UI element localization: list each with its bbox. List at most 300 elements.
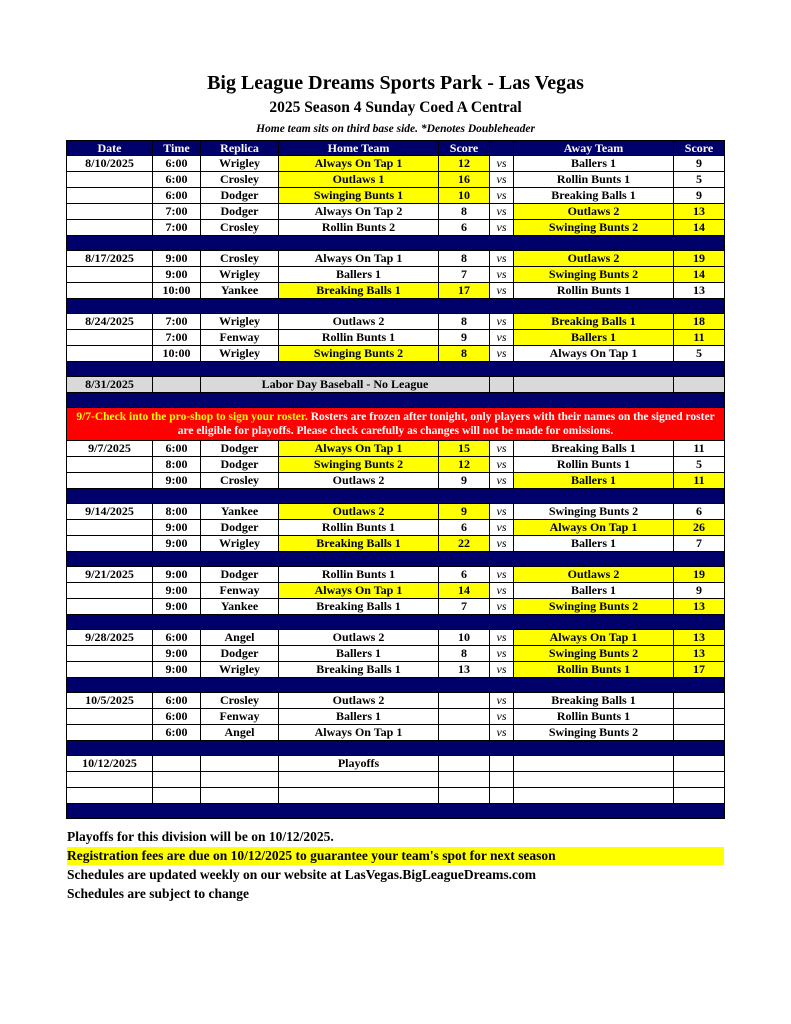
home-team-cell: Outlaws 2 [279, 693, 439, 709]
home-team-cell: Outlaws 2 [279, 504, 439, 520]
home-score-cell [439, 772, 490, 788]
vs-cell: vs [490, 662, 514, 678]
game-row [67, 314, 725, 330]
home-score-cell: 6 [439, 520, 490, 536]
vs-cell: vs [490, 346, 514, 362]
col-header-away-score: Score [674, 141, 725, 156]
week-separator-row [67, 552, 725, 567]
time-cell: 9:00 [153, 473, 201, 489]
replica-cell: Crosley [201, 172, 279, 188]
game-row [67, 630, 725, 646]
game-row [67, 504, 725, 520]
away-team-cell: Always On Tap 1 [514, 346, 674, 362]
home-team-cell: Rollin Bunts 1 [279, 520, 439, 536]
holiday-row [67, 377, 725, 393]
home-score-cell [439, 788, 490, 804]
home-score-cell: 12 [439, 457, 490, 473]
replica-cell: Wrigley [201, 346, 279, 362]
time-cell [153, 377, 201, 393]
col-header-vs [490, 141, 514, 156]
replica-cell: Dodger [201, 520, 279, 536]
away-team-cell: Outlaws 2 [514, 567, 674, 583]
game-row [67, 583, 725, 599]
col-header-time: Time [153, 141, 201, 156]
replica-cell: Dodger [201, 441, 279, 457]
away-score-cell [674, 693, 725, 709]
away-team-cell: Breaking Balls 1 [514, 693, 674, 709]
away-team-cell: Outlaws 2 [514, 251, 674, 267]
home-team-cell: Swinging Bunts 2 [279, 457, 439, 473]
away-score-cell [674, 709, 725, 725]
home-score-cell: 10 [439, 630, 490, 646]
vs-cell: vs [490, 172, 514, 188]
away-team-cell: Swinging Bunts 2 [514, 267, 674, 283]
vs-cell: vs [490, 283, 514, 299]
week-separator-row [67, 804, 725, 819]
vs-cell: vs [490, 599, 514, 615]
game-row [67, 662, 725, 678]
vs-cell [490, 788, 514, 804]
date-cell: 8/24/2025 [67, 314, 153, 330]
date-cell [67, 662, 153, 678]
time-cell: 6:00 [153, 693, 201, 709]
footer-playoffs: Playoffs for this division will be on 10/12/2025. [67, 829, 334, 844]
date-cell [67, 283, 153, 299]
game-row [67, 188, 725, 204]
home-score-cell: 12 [439, 156, 490, 172]
date-cell [67, 267, 153, 283]
vs-cell [490, 377, 514, 393]
away-team-cell: Rollin Bunts 1 [514, 172, 674, 188]
replica-cell: Angel [201, 630, 279, 646]
away-score-cell: 7 [674, 536, 725, 552]
away-team-cell: Swinging Bunts 2 [514, 646, 674, 662]
away-team-cell [514, 788, 674, 804]
replica-cell: Crosley [201, 220, 279, 236]
time-cell: 6:00 [153, 709, 201, 725]
time-cell: 6:00 [153, 725, 201, 741]
home-score-cell: 17 [439, 283, 490, 299]
away-score-cell: 18 [674, 314, 725, 330]
away-team-cell: Ballers 1 [514, 536, 674, 552]
vs-cell: vs [490, 583, 514, 599]
game-row [67, 599, 725, 615]
away-team-cell: Swinging Bunts 2 [514, 220, 674, 236]
separator-cell [67, 804, 725, 819]
away-team-cell [514, 377, 674, 393]
replica-cell [201, 772, 279, 788]
away-team-cell: Ballers 1 [514, 330, 674, 346]
date-cell [67, 583, 153, 599]
time-cell: 8:00 [153, 457, 201, 473]
date-cell: 9/28/2025 [67, 630, 153, 646]
away-team-cell: Swinging Bunts 2 [514, 504, 674, 520]
away-team-cell: Swinging Bunts 2 [514, 725, 674, 741]
replica-cell: Dodger [201, 188, 279, 204]
replica-cell: Yankee [201, 283, 279, 299]
game-row [67, 172, 725, 188]
game-row [67, 646, 725, 662]
vs-cell [490, 756, 514, 772]
col-header-away-team: Away Team [514, 141, 674, 156]
time-cell [153, 772, 201, 788]
vs-cell: vs [490, 267, 514, 283]
home-score-cell: 6 [439, 567, 490, 583]
home-team-cell: Breaking Balls 1 [279, 599, 439, 615]
home-team-cell: Always On Tap 1 [279, 251, 439, 267]
home-team-cell: Ballers 1 [279, 646, 439, 662]
date-cell [67, 330, 153, 346]
away-score-cell: 13 [674, 283, 725, 299]
home-score-cell: 10 [439, 188, 490, 204]
game-row [67, 457, 725, 473]
vs-cell: vs [490, 204, 514, 220]
home-team-cell [279, 772, 439, 788]
away-team-cell: Always On Tap 1 [514, 520, 674, 536]
replica-cell: Wrigley [201, 536, 279, 552]
replica-cell: Crosley [201, 251, 279, 267]
vs-cell: vs [490, 725, 514, 741]
time-cell [153, 788, 201, 804]
separator-cell [67, 489, 725, 504]
home-team-cell: Ballers 1 [279, 267, 439, 283]
page-subtitle: 2025 Season 4 Sunday Coed A Central [269, 99, 522, 116]
date-cell [67, 772, 153, 788]
home-score-cell: 9 [439, 504, 490, 520]
time-cell [153, 756, 201, 772]
week-separator-row [67, 299, 725, 314]
home-score-cell: 14 [439, 583, 490, 599]
date-cell [67, 188, 153, 204]
away-team-cell: Rollin Bunts 1 [514, 457, 674, 473]
home-score-cell: 15 [439, 441, 490, 457]
time-cell: 9:00 [153, 251, 201, 267]
date-cell: 8/31/2025 [67, 377, 153, 393]
home-team-cell [279, 788, 439, 804]
away-score-cell: 5 [674, 346, 725, 362]
week-separator-row [67, 741, 725, 756]
away-team-cell: Breaking Balls 1 [514, 314, 674, 330]
away-score-cell: 19 [674, 567, 725, 583]
separator-cell [67, 741, 725, 756]
away-score-cell: 5 [674, 457, 725, 473]
date-cell [67, 457, 153, 473]
home-score-cell: 7 [439, 267, 490, 283]
home-team-cell: Ballers 1 [279, 709, 439, 725]
vs-cell: vs [490, 188, 514, 204]
date-cell [67, 473, 153, 489]
schedule-table [66, 140, 725, 819]
date-cell [67, 536, 153, 552]
home-team-cell: Breaking Balls 1 [279, 662, 439, 678]
game-row [67, 772, 725, 788]
home-team-cell: Rollin Bunts 1 [279, 567, 439, 583]
date-cell [67, 725, 153, 741]
game-row [67, 788, 725, 804]
time-cell: 9:00 [153, 567, 201, 583]
game-row [67, 330, 725, 346]
time-cell: 6:00 [153, 188, 201, 204]
home-score-cell: 8 [439, 204, 490, 220]
page-title: Big League Dreams Sports Park - Las Vegas [207, 72, 584, 94]
vs-cell: vs [490, 441, 514, 457]
home-team-cell: Outlaws 2 [279, 314, 439, 330]
week-separator-row [67, 362, 725, 377]
footer-disclaimer: Schedules are subject to change [67, 886, 249, 901]
away-score-cell [674, 377, 725, 393]
home-score-cell: 9 [439, 330, 490, 346]
notice-text: Rosters are frozen after tonight, only players with their names on the signed roster are eligible for playoffs. Please check carefully as changes will not be made for omissions. [177, 410, 715, 437]
replica-cell: Dodger [201, 646, 279, 662]
game-row [67, 156, 725, 172]
date-cell [67, 172, 153, 188]
separator-cell [67, 362, 725, 377]
home-score-cell: 6 [439, 220, 490, 236]
away-team-cell: Ballers 1 [514, 473, 674, 489]
away-team-cell: Ballers 1 [514, 583, 674, 599]
vs-cell: vs [490, 520, 514, 536]
date-cell [67, 646, 153, 662]
vs-cell: vs [490, 504, 514, 520]
time-cell: 9:00 [153, 267, 201, 283]
away-score-cell: 9 [674, 583, 725, 599]
time-cell: 10:00 [153, 283, 201, 299]
home-team-cell: Breaking Balls 1 [279, 536, 439, 552]
replica-cell: Wrigley [201, 156, 279, 172]
week-separator-row [67, 489, 725, 504]
game-row [67, 473, 725, 489]
away-team-cell [514, 756, 674, 772]
date-cell [67, 709, 153, 725]
away-team-cell: Rollin Bunts 1 [514, 709, 674, 725]
home-team-cell: Outlaws 1 [279, 172, 439, 188]
home-team-cell: Always On Tap 1 [279, 156, 439, 172]
replica-cell: Fenway [201, 330, 279, 346]
date-cell [67, 599, 153, 615]
vs-cell: vs [490, 693, 514, 709]
home-team-cell: Always On Tap 1 [279, 441, 439, 457]
replica-cell: Wrigley [201, 267, 279, 283]
away-team-cell: Always On Tap 1 [514, 630, 674, 646]
game-row [67, 267, 725, 283]
away-team-cell: Breaking Balls 1 [514, 441, 674, 457]
time-cell: 7:00 [153, 330, 201, 346]
home-team-cell: Always On Tap 2 [279, 204, 439, 220]
time-cell: 7:00 [153, 204, 201, 220]
away-score-cell [674, 725, 725, 741]
home-score-cell: 8 [439, 646, 490, 662]
roster-notice [67, 408, 725, 441]
home-score-cell [439, 756, 490, 772]
home-team-cell: Swinging Bunts 1 [279, 188, 439, 204]
home-team-cell: Rollin Bunts 2 [279, 220, 439, 236]
replica-cell: Dodger [201, 567, 279, 583]
replica-cell: Fenway [201, 709, 279, 725]
away-team-cell [514, 772, 674, 788]
replica-cell: Dodger [201, 457, 279, 473]
col-header-home-team: Home Team [279, 141, 439, 156]
vs-cell: vs [490, 156, 514, 172]
home-score-cell: 13 [439, 662, 490, 678]
home-team-cell: Outlaws 2 [279, 473, 439, 489]
replica-cell [201, 788, 279, 804]
notice-date: 9/7- [76, 410, 95, 423]
time-cell: 6:00 [153, 156, 201, 172]
home-score-cell [439, 725, 490, 741]
week-separator-row [67, 393, 725, 408]
away-score-cell: 9 [674, 188, 725, 204]
away-score-cell: 13 [674, 646, 725, 662]
away-score-cell: 19 [674, 251, 725, 267]
date-cell: 9/7/2025 [67, 441, 153, 457]
away-score-cell: 11 [674, 441, 725, 457]
away-team-cell: Breaking Balls 1 [514, 188, 674, 204]
date-cell [67, 204, 153, 220]
time-cell: 10:00 [153, 346, 201, 362]
away-score-cell: 13 [674, 204, 725, 220]
replica-cell [201, 756, 279, 772]
time-cell: 7:00 [153, 220, 201, 236]
home-score-cell: 7 [439, 599, 490, 615]
replica-cell: Crosley [201, 473, 279, 489]
game-row [67, 567, 725, 583]
replica-cell: Angel [201, 725, 279, 741]
game-row [67, 220, 725, 236]
game-row [67, 520, 725, 536]
vs-cell: vs [490, 473, 514, 489]
vs-cell: vs [490, 630, 514, 646]
home-score-cell: 9 [439, 473, 490, 489]
time-cell: 9:00 [153, 536, 201, 552]
game-row [67, 693, 725, 709]
time-cell: 8:00 [153, 504, 201, 520]
week-separator-row [67, 678, 725, 693]
away-score-cell: 13 [674, 599, 725, 615]
game-row [67, 283, 725, 299]
vs-cell: vs [490, 646, 514, 662]
time-cell: 6:00 [153, 630, 201, 646]
home-team-cell: Breaking Balls 1 [279, 283, 439, 299]
away-score-cell: 26 [674, 520, 725, 536]
page-note: Home team sits on third base side. *Denotes Doubleheader [256, 123, 535, 135]
week-separator-row [67, 236, 725, 251]
date-cell: 9/14/2025 [67, 504, 153, 520]
game-row [67, 725, 725, 741]
date-cell [67, 520, 153, 536]
vs-cell: vs [490, 220, 514, 236]
home-score-cell: 8 [439, 314, 490, 330]
away-team-cell: Rollin Bunts 1 [514, 283, 674, 299]
home-score-cell: 22 [439, 536, 490, 552]
vs-cell: vs [490, 709, 514, 725]
away-score-cell: 6 [674, 504, 725, 520]
home-team-cell: Swinging Bunts 2 [279, 346, 439, 362]
date-cell [67, 788, 153, 804]
separator-cell [67, 678, 725, 693]
away-score-cell: 14 [674, 267, 725, 283]
date-cell [67, 346, 153, 362]
vs-cell: vs [490, 567, 514, 583]
away-score-cell: 17 [674, 662, 725, 678]
game-row [67, 251, 725, 267]
roster-notice-row [67, 408, 725, 441]
home-score-cell: 8 [439, 346, 490, 362]
time-cell: 9:00 [153, 646, 201, 662]
vs-cell: vs [490, 457, 514, 473]
time-cell: 9:00 [153, 583, 201, 599]
time-cell: 9:00 [153, 520, 201, 536]
away-score-cell [674, 772, 725, 788]
separator-cell [67, 552, 725, 567]
vs-cell: vs [490, 536, 514, 552]
separator-cell [67, 615, 725, 630]
home-team-cell: Playoffs [279, 756, 439, 772]
vs-cell: vs [490, 330, 514, 346]
col-header-home-score: Score [439, 141, 490, 156]
col-header-date: Date [67, 141, 153, 156]
replica-cell: Fenway [201, 583, 279, 599]
date-cell: 8/17/2025 [67, 251, 153, 267]
away-score-cell: 14 [674, 220, 725, 236]
game-row [67, 346, 725, 362]
time-cell: 9:00 [153, 599, 201, 615]
time-cell: 6:00 [153, 172, 201, 188]
away-score-cell: 13 [674, 630, 725, 646]
away-score-cell [674, 756, 725, 772]
footer-registration: Registration fees are due on 10/12/2025 to guarantee your team's spot for next season [67, 847, 724, 865]
replica-cell: Wrigley [201, 314, 279, 330]
away-score-cell: 5 [674, 172, 725, 188]
holiday-text: Labor Day Baseball - No League [201, 377, 490, 393]
replica-cell: Crosley [201, 693, 279, 709]
replica-cell: Yankee [201, 599, 279, 615]
game-row [67, 709, 725, 725]
away-team-cell: Outlaws 2 [514, 204, 674, 220]
away-team-cell: Ballers 1 [514, 156, 674, 172]
game-row [67, 204, 725, 220]
game-row [67, 441, 725, 457]
separator-cell [67, 236, 725, 251]
vs-cell [490, 772, 514, 788]
time-cell: 7:00 [153, 314, 201, 330]
game-row [67, 536, 725, 552]
away-score-cell: 11 [674, 473, 725, 489]
home-team-cell: Rollin Bunts 1 [279, 330, 439, 346]
week-separator-row [67, 615, 725, 630]
away-team-cell: Rollin Bunts 1 [514, 662, 674, 678]
date-cell: 10/5/2025 [67, 693, 153, 709]
away-score-cell: 11 [674, 330, 725, 346]
separator-cell [67, 299, 725, 314]
separator-cell [67, 393, 725, 408]
home-team-cell: Always On Tap 1 [279, 725, 439, 741]
replica-cell: Yankee [201, 504, 279, 520]
table-header-row [67, 141, 725, 156]
time-cell: 6:00 [153, 441, 201, 457]
home-score-cell: 8 [439, 251, 490, 267]
time-cell: 9:00 [153, 662, 201, 678]
home-team-cell: Outlaws 2 [279, 630, 439, 646]
notice-highlight: Check into the pro-shop to sign your roster. [94, 410, 308, 423]
game-row [67, 756, 725, 772]
home-score-cell: 16 [439, 172, 490, 188]
date-cell: 10/12/2025 [67, 756, 153, 772]
away-score-cell [674, 788, 725, 804]
footer-website: Schedules are updated weekly on our website at LasVegas.BigLeagueDreams.com [67, 867, 537, 882]
replica-cell: Wrigley [201, 662, 279, 678]
date-cell: 8/10/2025 [67, 156, 153, 172]
away-team-cell: Swinging Bunts 2 [514, 599, 674, 615]
